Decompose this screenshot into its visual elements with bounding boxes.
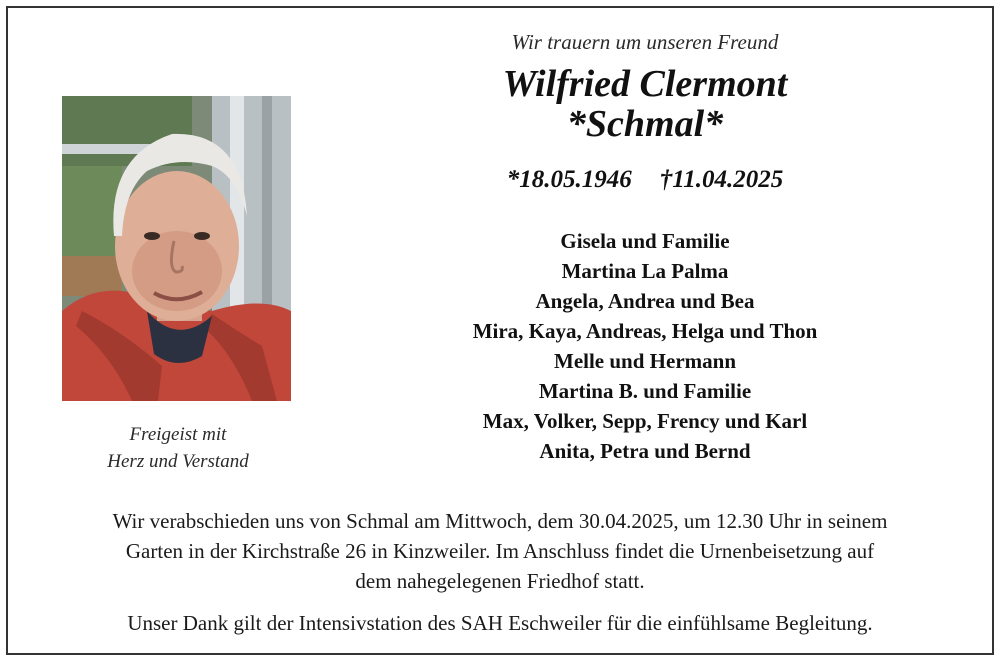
caption-line: Freigeist mit [129,424,227,445]
deceased-name: Wilfried Clermont [502,63,788,105]
mourner-entry: Max, Volker, Sepp, Frency und Karl [482,409,808,433]
intro-text: Wir trauern um unseren Freund [511,30,779,54]
death-date: †11.04.2025 [659,166,784,193]
mourner-entry: Mira, Kaya, Andreas, Helga und Thon [472,319,818,343]
mourner-entry: Melle und Hermann [554,349,736,373]
mourner-entry: Anita, Petra und Bernd [539,439,751,463]
farewell-paragraph [20,506,980,596]
birth-date: *18.05.1946 [506,166,632,193]
life-dates [395,165,895,195]
caption-line: Herz und Verstand [107,451,249,472]
farewell-line: dem nahegelegenen Friedhof statt. [355,569,645,593]
mourner-entry: Martina B. und Familie [538,379,752,403]
farewell-line: Wir verabschieden uns von Schmal am Mittwoch, dem 30.04.2025, um 12.30 Uhr in seinem [112,509,888,533]
thanks-paragraph: Unser Dank gilt der Intensivstation des SAH Eschweiler für die einfühlsame Begleitung. [127,611,873,635]
mourner-entry: Gisela und Familie [560,229,730,253]
mourner-entry: Angela, Andrea und Bea [535,289,755,313]
mourner-entry: Martina La Palma [561,259,729,283]
mourners-list [395,226,895,466]
portrait-photo [62,96,291,401]
portrait-illustration [62,96,291,401]
deceased-nickname: *Schmal* [566,103,724,145]
photo-caption [62,421,294,475]
farewell-line: Garten in der Kirchstraße 26 in Kinzweiler. Im Anschluss findet die Urnenbeisetzung auf [125,539,875,563]
